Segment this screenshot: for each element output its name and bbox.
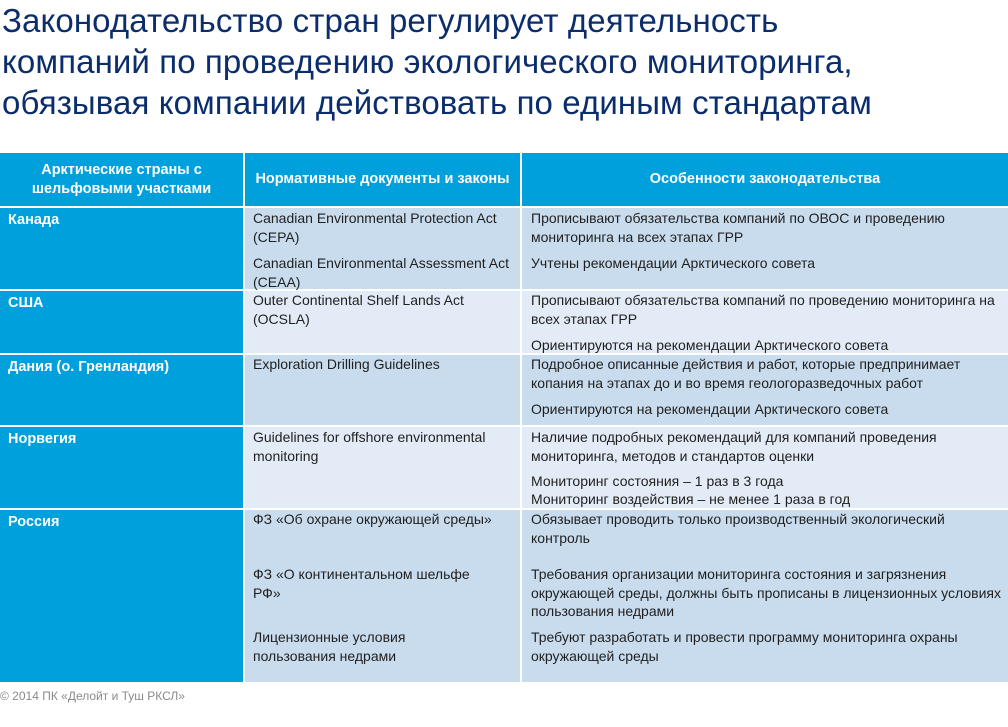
feature-item: Учтены рекомендации Арктического совета bbox=[531, 255, 816, 271]
document-item: ФЗ «О континентальном шельфе РФ» bbox=[253, 566, 470, 601]
table-row-denmark bbox=[0, 355, 1008, 425]
features-cell bbox=[522, 208, 1008, 289]
feature-item: Требования организации мониторинга состояния и загрязнения окружающей среды, должны быть прописаны в лицензионных условиях пользования недрами bbox=[531, 566, 1001, 619]
country-cell: США bbox=[0, 291, 243, 353]
table-header-row bbox=[0, 153, 1008, 206]
features-cell bbox=[522, 291, 1008, 353]
documents-cell bbox=[245, 355, 520, 425]
feature-item: Обязывает проводить только производственный экологический контроль bbox=[531, 511, 945, 546]
document-item: Лицензионные условия пользования недрами bbox=[253, 629, 406, 664]
country-cell: Дания (о. Гренландия) bbox=[0, 355, 243, 425]
documents-cell bbox=[245, 427, 520, 508]
feature-item: Подробное описанные действия и работ, которые предпринимает копания на этапах до и во время геологоразведочных работ bbox=[531, 356, 961, 391]
documents-cell bbox=[245, 510, 520, 682]
country-cell: Норвегия bbox=[0, 427, 243, 508]
document-item: Guidelines for offshore environmental monitoring bbox=[253, 429, 486, 464]
documents-cell bbox=[245, 291, 520, 353]
feature-item: Требуют разработать и провести программу мониторинга охраны окружающей среды bbox=[531, 629, 958, 664]
feature-item: Ориентируются на рекомендации Арктического совета bbox=[531, 337, 889, 353]
table-row-norway bbox=[0, 427, 1008, 508]
feature-item: Прописывают обязательства компаний по ОВОС и проведению мониторинга на всех этапах ГРР bbox=[531, 210, 945, 245]
document-item: Outer Continental Shelf Lands Act (OCSLA) bbox=[253, 292, 464, 327]
title-line-1: Законодательство стран регулирует деятельность bbox=[2, 2, 779, 39]
documents-cell bbox=[245, 208, 520, 289]
title-line-2: компаний по проведению экологического мониторинга, bbox=[2, 43, 853, 80]
country-cell: Россия bbox=[0, 510, 243, 682]
document-item: Canadian Environmental Assessment Act (CEAA) bbox=[253, 255, 510, 290]
header-features: Особенности законодательства bbox=[522, 153, 1008, 206]
copyright-footer: © 2014 ПК «Делойт и Туш РКСЛ» bbox=[0, 689, 185, 703]
header-documents: Нормативные документы и законы bbox=[245, 153, 520, 206]
features-cell bbox=[522, 427, 1008, 508]
feature-item: Наличие подробных рекомендаций для компаний проведения мониторинга, методов и стандартов оценки bbox=[531, 429, 937, 464]
feature-item: Мониторинг состояния – 1 раз в 3 года bbox=[531, 473, 784, 489]
title-line-3: обязывая компании действовать по единым стандартам bbox=[2, 84, 872, 121]
table-row-russia bbox=[0, 510, 1008, 682]
document-item: Exploration Drilling Guidelines bbox=[253, 356, 440, 372]
feature-item: Ориентируются на рекомендации Арктического совета bbox=[531, 401, 889, 417]
features-cell bbox=[522, 510, 1008, 682]
feature-item: Мониторинг воздействия – не менее 1 раза в год bbox=[531, 491, 851, 507]
country-cell: Канада bbox=[0, 208, 243, 289]
table-row-usa bbox=[0, 291, 1008, 353]
page-title bbox=[2, 0, 1002, 123]
features-cell bbox=[522, 355, 1008, 425]
feature-item: Прописывают обязательства компаний по проведению мониторинга на всех этапах ГРР bbox=[531, 292, 995, 327]
document-item: ФЗ «Об охране окружающей среды» bbox=[253, 511, 492, 527]
table-row-canada bbox=[0, 208, 1008, 289]
document-item: Canadian Environmental Protection Act (CEPA) bbox=[253, 210, 497, 245]
header-countries: Арктические страны с шельфовыми участками bbox=[0, 153, 243, 206]
